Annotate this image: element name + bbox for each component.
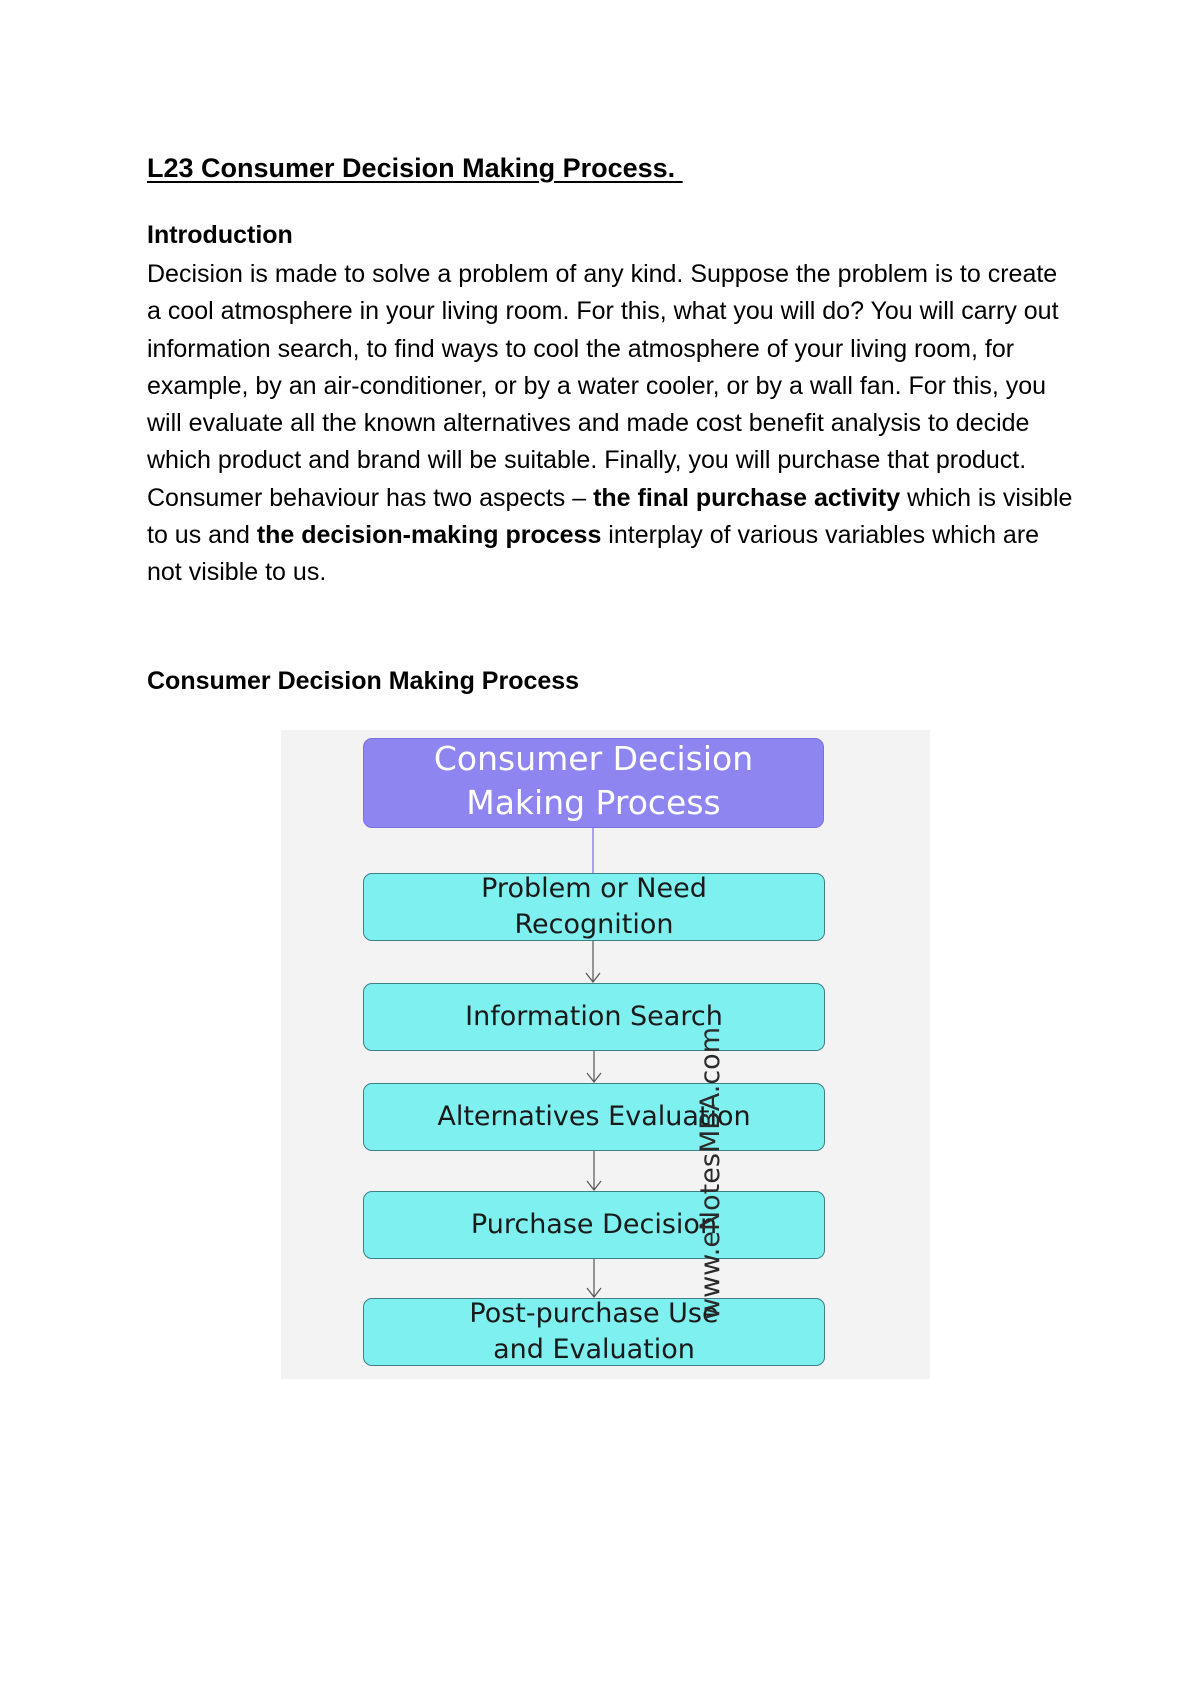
process-heading: Consumer Decision Making Process <box>147 667 580 695</box>
step-purchase-decision <box>363 1191 825 1259</box>
diagram-title-line1: Consumer Decision <box>433 739 754 778</box>
step-problem-recognition <box>363 873 825 941</box>
arrow-step2-to-step3 <box>587 1051 601 1082</box>
arrow-step3-to-step4 <box>587 1151 601 1190</box>
introduction-paragraph <box>147 256 1077 592</box>
step-information-search <box>363 983 825 1051</box>
intro-bold-decision-process: the decision-making process <box>256 521 602 550</box>
diagram-title-line2: Making Process <box>466 783 721 822</box>
intro-text-part3: interplay of various variables which are not visible to us. <box>147 521 1040 587</box>
introduction-heading: Introduction <box>147 221 293 249</box>
diagram-title-box <box>363 738 824 828</box>
step-label-line2: and Evaluation <box>493 1334 695 1365</box>
intro-bold-final-purchase: the final purchase activity <box>593 483 901 512</box>
step-label-line2: Recognition <box>514 909 674 940</box>
step-post-purchase <box>363 1298 825 1366</box>
arrow-step4-to-step5 <box>587 1259 601 1297</box>
step-label-line1: Information Search <box>465 1001 723 1032</box>
step-label-line1: Purchase Decision <box>470 1209 718 1240</box>
arrow-step1-to-step2 <box>586 941 600 982</box>
intro-text-part2: which is visible to us and <box>147 483 1073 550</box>
step-label-line1: Alternatives Evaluation <box>437 1101 751 1132</box>
document-title: L23 Consumer Decision Making Process. <box>147 153 683 183</box>
intro-text-part1: Decision is made to solve a problem of any kind. Suppose the problem is to create a cool atmosphere in your living room. For this, what you will do? You will carry out information search, to find ways to cool the atmosphere of your living room, for example, by an air-conditioner, or by a water cooler, or by a wall fan. For this, you will evaluate all the known alternatives and made cost benefit analysis to decide which product and brand will be suitable. Finally, you will purchase that product. Consumer behaviour has two aspects – <box>147 260 1059 512</box>
step-label-line1: Problem or Need <box>481 873 707 904</box>
decision-process-diagram <box>281 730 930 1379</box>
step-label-line1: Post-purchase Use <box>469 1298 719 1329</box>
step-alternatives-evaluation <box>363 1083 825 1151</box>
watermark-text: www.eNotesMBA.com <box>695 1026 726 1320</box>
